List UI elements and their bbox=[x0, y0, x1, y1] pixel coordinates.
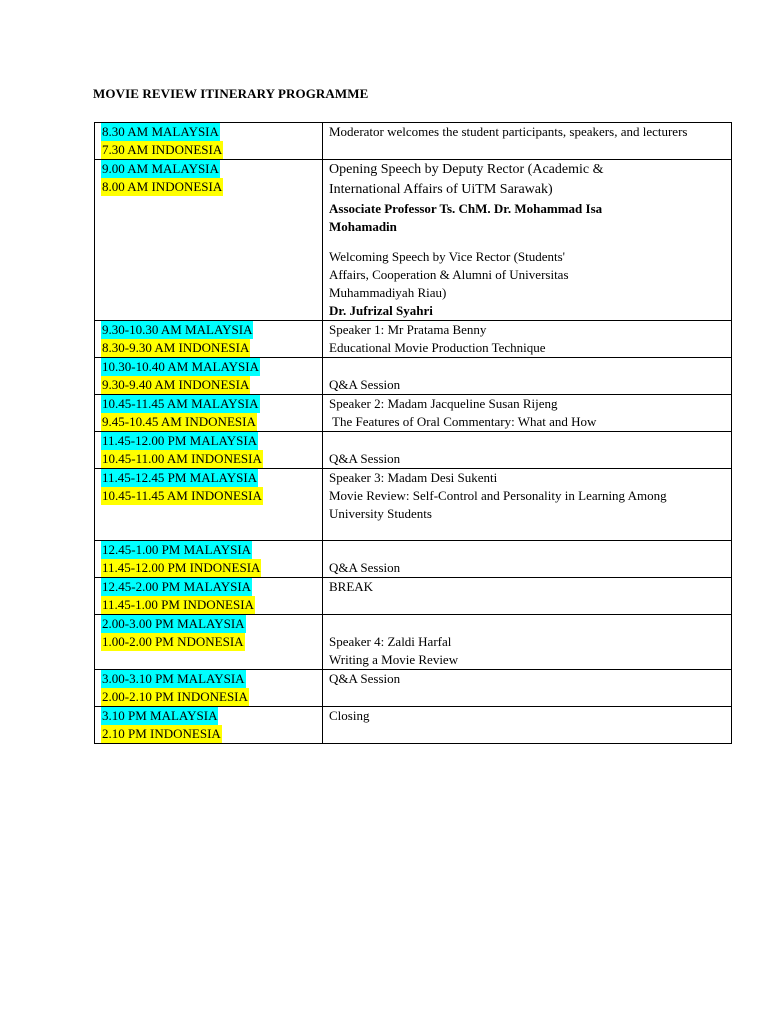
table-row bbox=[95, 541, 732, 578]
indonesia-time: 11.45-1.00 PM INDONESIA bbox=[102, 597, 254, 612]
description-line: Opening Speech by Deputy Rector (Academic & bbox=[329, 162, 604, 177]
description-cell bbox=[323, 358, 732, 395]
indonesia-time: 1.00-2.00 PM NDONESIA bbox=[102, 634, 244, 649]
malaysia-time: 3.00-3.10 PM MALAYSIA bbox=[102, 671, 245, 686]
time-cell bbox=[95, 321, 323, 358]
time-cell bbox=[95, 670, 323, 707]
indonesia-time: 8.30-9.30 AM INDONESIA bbox=[102, 340, 250, 355]
time-cell bbox=[95, 395, 323, 432]
table-row bbox=[95, 578, 732, 615]
indonesia-time: 10.45-11.00 AM INDONESIA bbox=[102, 451, 262, 466]
description-cell bbox=[323, 469, 732, 541]
description-line: Writing a Movie Review bbox=[329, 652, 459, 667]
malaysia-time: 10.45-11.45 AM MALAYSIA bbox=[102, 396, 259, 411]
table-row bbox=[95, 615, 732, 670]
malaysia-time: 2.00-3.00 PM MALAYSIA bbox=[102, 616, 245, 631]
time-cell bbox=[95, 358, 323, 395]
time-cell bbox=[95, 578, 323, 615]
indonesia-time: 2.10 PM INDONESIA bbox=[102, 726, 221, 741]
description-line: Speaker 2: Madam Jacqueline Susan Rijeng bbox=[329, 396, 558, 411]
time-cell bbox=[95, 469, 323, 541]
malaysia-time: 3.10 PM MALAYSIA bbox=[102, 708, 218, 723]
table-row bbox=[95, 670, 732, 707]
description-cell bbox=[323, 615, 732, 670]
table-row bbox=[95, 432, 732, 469]
malaysia-time: 10.30-10.40 AM MALAYSIA bbox=[102, 359, 259, 374]
description-line: Speaker 3: Madam Desi Sukenti bbox=[329, 470, 498, 485]
indonesia-time: 9.45-10.45 AM INDONESIA bbox=[102, 414, 256, 429]
document-title: MOVIE REVIEW ITINERARY PROGRAMME bbox=[93, 86, 369, 101]
speaker-name: Dr. Jufrizal Syahri bbox=[329, 303, 433, 318]
malaysia-time: 11.45-12.45 PM MALAYSIA bbox=[102, 470, 258, 485]
malaysia-time: 8.30 AM MALAYSIA bbox=[102, 124, 219, 139]
description-line: Educational Movie Production Technique bbox=[329, 340, 546, 355]
time-cell bbox=[95, 432, 323, 469]
description-cell bbox=[323, 578, 732, 615]
table-row bbox=[95, 395, 732, 432]
indonesia-time: 7.30 AM INDONESIA bbox=[102, 142, 223, 157]
description-line: Q&A Session bbox=[329, 560, 401, 575]
table-row bbox=[95, 358, 732, 395]
itinerary-table bbox=[94, 122, 732, 744]
table-row bbox=[95, 707, 732, 744]
indonesia-time: 8.00 AM INDONESIA bbox=[102, 179, 223, 194]
speaker-name: Mohamadin bbox=[329, 219, 397, 234]
table-row bbox=[95, 321, 732, 358]
description-line: BREAK bbox=[329, 579, 374, 594]
indonesia-time: 10.45-11.45 AM INDONESIA bbox=[102, 488, 262, 503]
time-cell bbox=[95, 123, 323, 160]
description-line: Speaker 4: Zaldi Harfal bbox=[329, 634, 452, 649]
description-line: Q&A Session bbox=[329, 671, 401, 686]
description-cell bbox=[323, 707, 732, 744]
time-cell bbox=[95, 707, 323, 744]
time-cell bbox=[95, 615, 323, 670]
indonesia-time: 11.45-12.00 PM INDONESIA bbox=[102, 560, 261, 575]
description-line: Muhammadiyah Riau) bbox=[329, 285, 447, 300]
description-line: Affairs, Cooperation & Alumni of Universitas bbox=[329, 267, 569, 282]
description-cell bbox=[323, 321, 732, 358]
speaker-name: Associate Professor Ts. ChM. Dr. Mohammad Isa bbox=[329, 201, 603, 216]
description-cell bbox=[323, 541, 732, 578]
description-line: The Features of Oral Commentary: What and How bbox=[329, 414, 597, 429]
description-cell bbox=[323, 432, 732, 469]
description-line: Q&A Session bbox=[329, 377, 401, 392]
description-line: Closing bbox=[329, 708, 370, 723]
description-line: University Students bbox=[329, 506, 432, 521]
table-row bbox=[95, 123, 732, 160]
description-line: International Affairs of UiTM Sarawak) bbox=[329, 182, 553, 197]
description-line: Moderator welcomes the student participants, speakers, and lecturers bbox=[329, 124, 688, 139]
description-line: Welcoming Speech by Vice Rector (Students' bbox=[329, 249, 566, 264]
description-cell bbox=[323, 160, 732, 321]
description-cell bbox=[323, 395, 732, 432]
table-row bbox=[95, 469, 732, 541]
indonesia-time: 2.00-2.10 PM INDONESIA bbox=[102, 689, 248, 704]
indonesia-time: 9.30-9.40 AM INDONESIA bbox=[102, 377, 250, 392]
description-line: Speaker 1: Mr Pratama Benny bbox=[329, 322, 487, 337]
malaysia-time: 11.45-12.00 PM MALAYSIA bbox=[102, 433, 258, 448]
time-cell bbox=[95, 541, 323, 578]
table-row bbox=[95, 160, 732, 321]
description-cell bbox=[323, 123, 732, 160]
malaysia-time: 9.00 AM MALAYSIA bbox=[102, 161, 219, 176]
malaysia-time: 12.45-1.00 PM MALAYSIA bbox=[102, 542, 252, 557]
malaysia-time: 9.30-10.30 AM MALAYSIA bbox=[102, 322, 253, 337]
malaysia-time: 12.45-2.00 PM MALAYSIA bbox=[102, 579, 252, 594]
description-line: Movie Review: Self-Control and Personality in Learning Among bbox=[329, 488, 667, 503]
description-line: Q&A Session bbox=[329, 451, 401, 466]
description-cell bbox=[323, 670, 732, 707]
time-cell bbox=[95, 160, 323, 321]
